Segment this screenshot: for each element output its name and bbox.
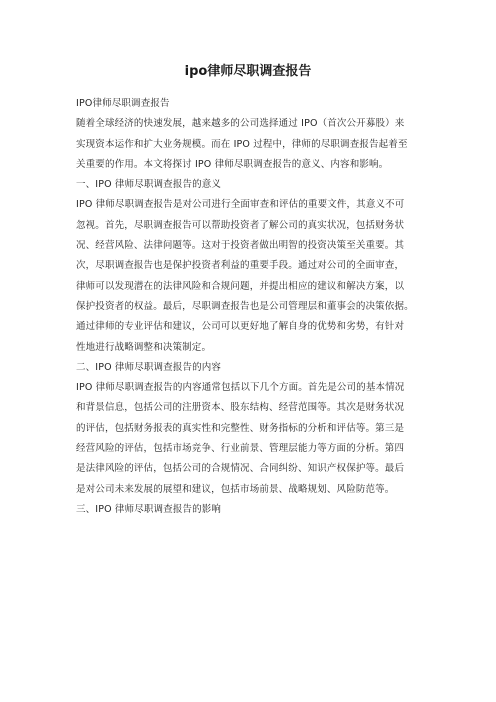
body-line: 和背景信息，包括公司的注册资本、股东结构、经营范围等。其次是财务状况 [76, 402, 405, 414]
body-line: 次，尽职调查报告也是保护投资者利益的重要手段。通过对公司的全面审查， [76, 260, 405, 272]
body-line: 经营风险的评估，包括市场竞争、行业前景、管理层能力等方面的分析。第四 [76, 443, 405, 455]
body-line: 律师可以发现潜在的法律风险和合规问题，并提出相应的建议和解决方案，以 [76, 280, 405, 292]
body-line: 是法律风险的评估，包括公司的合规情况、合同纠纷、知识产权保护等。最后 [76, 463, 405, 475]
body-line: 的评估，包括财务报表的真实性和完整性、财务指标的分析和评估等。第三是 [76, 422, 405, 434]
body-line: IPO律师尽职调查报告 [76, 98, 170, 109]
section-heading-1: 一、IPO 律师尽职调查报告的意义 [76, 179, 222, 191]
body-line: IPO 律师尽职调查报告的内容通常包括以下几个方面。首先是公司的基本情况 [76, 382, 405, 394]
body-line: 实现资本运作和扩大业务规模。而在 IPO 过程中，律师的尽职调查报告起着至 [76, 138, 408, 150]
body-line: 通过律师的专业评估和建议，公司可以更好地了解自身的优势和劣势，有针对 [76, 321, 405, 333]
document-title: ipo律师尽职调查报告 [184, 64, 312, 79]
body-line: IPO 律师尽职调查报告是对公司进行全面审查和评估的重要文件，其意义不可 [76, 199, 405, 211]
section-heading-3: 三、IPO 律师尽职调查报告的影响 [76, 503, 222, 515]
body-line: 随着全球经济的快速发展，越来越多的公司选择通过 IPO（首次公开募股）来 [76, 118, 405, 130]
body-line: 况、经营风险、法律问题等。这对于投资者做出明智的投资决策至关重要。其 [76, 240, 405, 252]
body-line: 是对公司未来发展的展望和建议，包括市场前景、战略规划、风险防范等。 [76, 483, 395, 495]
body-line: 性地进行战略调整和决策制定。 [76, 341, 212, 353]
body-line: 关重要的作用。本文将探讨 IPO 律师尽职调查报告的意义、内容和影响。 [76, 158, 389, 170]
body-line: 保护投资者的权益。最后，尽职调查报告也是公司管理层和董事会的决策依据。 [76, 300, 414, 312]
body-line: 忽视。首先，尽职调查报告可以帮助投资者了解公司的真实状况，包括财务状 [76, 219, 405, 231]
section-heading-2: 二、IPO 律师尽职调查报告的内容 [76, 361, 222, 373]
document-body [76, 94, 436, 520]
